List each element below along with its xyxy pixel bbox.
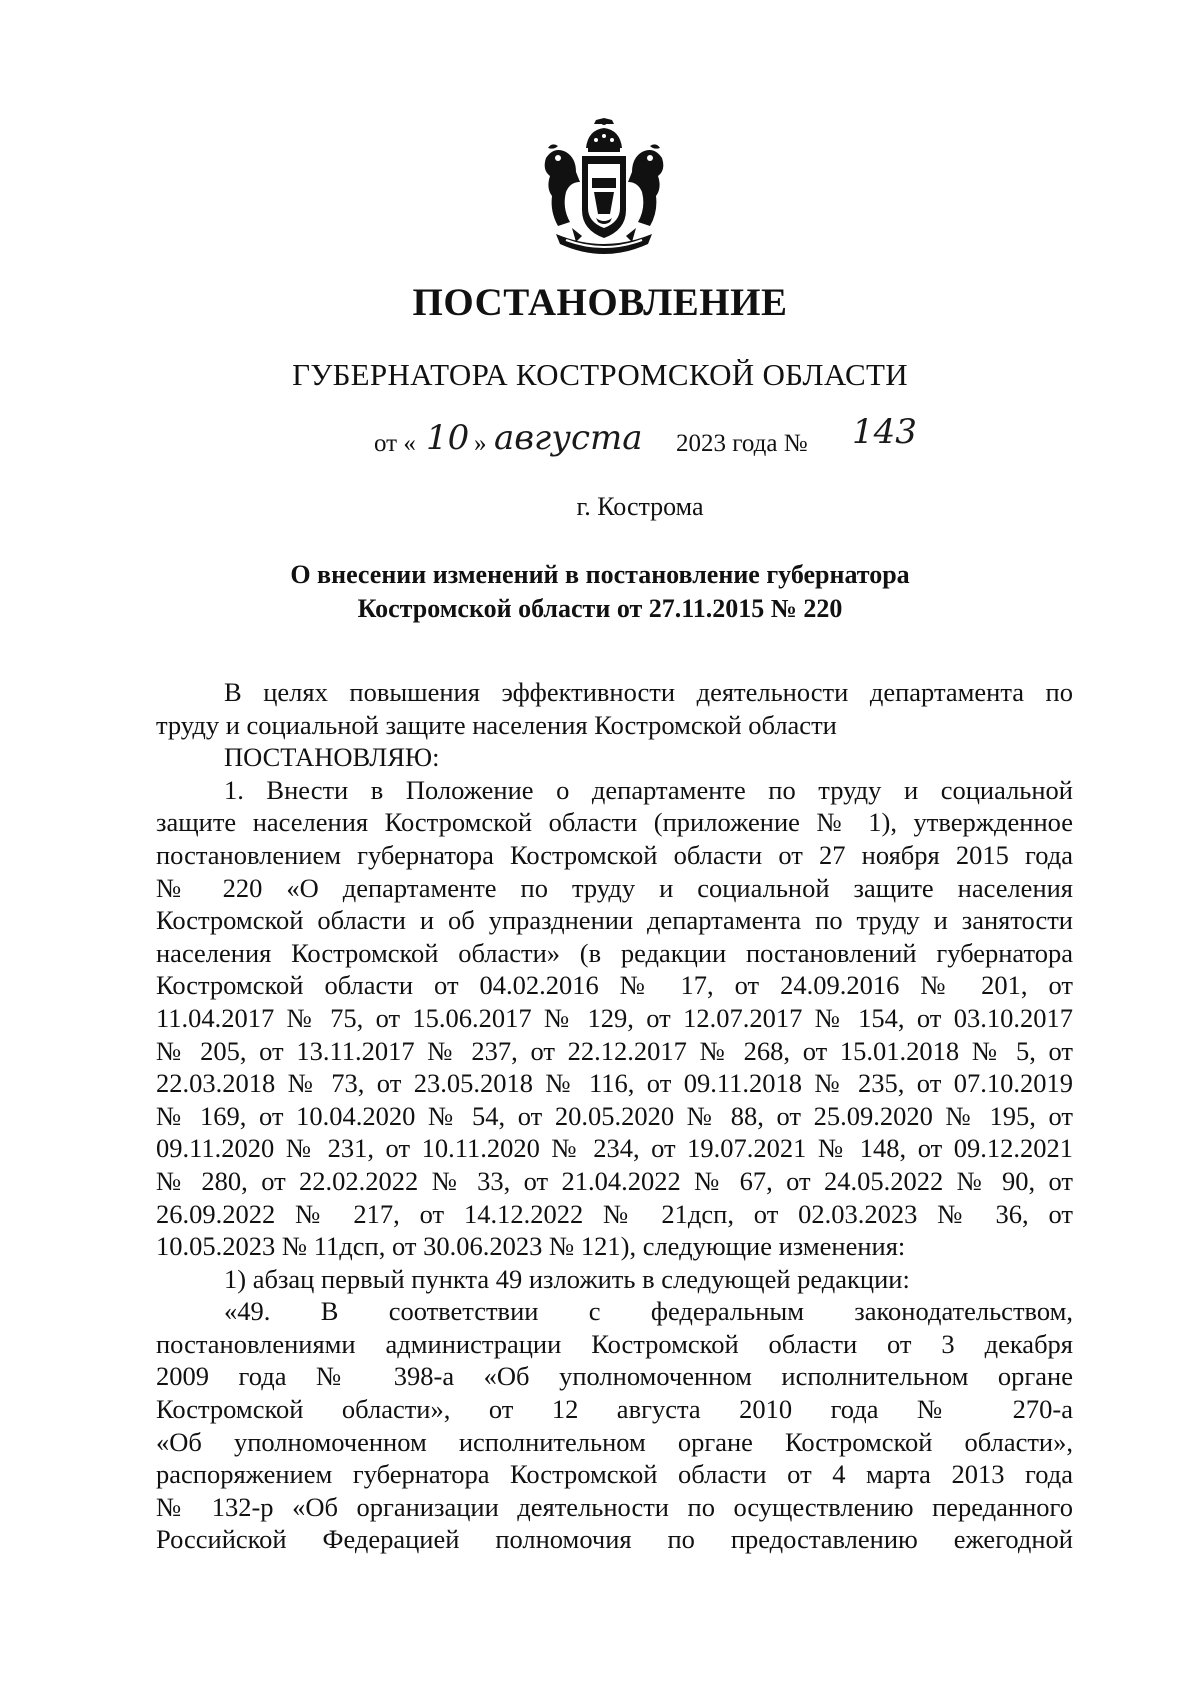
p1-line: населения Костромской области» (в редакции постановлений губернатора <box>156 937 1073 968</box>
decree-word: ПОСТАНОВЛЯЮ: <box>224 742 440 773</box>
issuer-subtitle: ГУБЕРНАТОРА КОСТРОМСКОЙ ОБЛАСТИ <box>292 357 908 392</box>
p1-line: 11.04.2017 № 75, от 15.06.2017 № 129, от 12.07.2017 № 154, от 03.10.2017 <box>156 1002 1073 1033</box>
p1-line: 1. Внести в Положение о департаменте по труду и социальной <box>224 774 1073 805</box>
date-month-handwritten: августа <box>494 418 643 458</box>
p1-line: постановлением губернатора Костромской области от 27 ноября 2015 года <box>156 839 1073 870</box>
p49-line: 2009 года № 398-а «Об уполномоченном исполнительном органе <box>156 1361 1073 1392</box>
p1-line: 22.03.2018 № 73, от 23.05.2018 № 116, от 09.11.2018 № 235, от 07.10.2019 <box>156 1068 1073 1099</box>
coat-of-arms-emblem <box>536 118 672 266</box>
p49-line: № 132-р «Об организации деятельности по осуществлению переданного <box>156 1491 1073 1522</box>
p49-line: Костромской области», от 12 августа 2010 года № 270-а <box>156 1394 1073 1425</box>
date-day-handwritten: 10 <box>426 418 470 458</box>
p1-line: 26.09.2022 № 217, от 14.12.2022 № 21дсп, от 02.03.2023 № 36, от <box>156 1198 1073 1229</box>
p1-line: Костромской области и об упразднении департамента по труду и занятости <box>156 905 1073 936</box>
heading-line-1: О внесении изменений в постановление губернатора <box>290 560 910 589</box>
city-line: г. Кострома <box>576 492 704 521</box>
p49-line: Российской Федерацией полномочия по предоставлению ежегодной <box>156 1524 1073 1555</box>
document-title: ПОСТАНОВЛЕНИЕ <box>412 281 788 324</box>
p1-line: № 220 «О департаменте по труду и социальной защите населения <box>156 872 1073 903</box>
p1-line: 09.11.2020 № 231, от 10.11.2020 № 234, от 19.07.2021 № 148, от 09.12.2021 <box>156 1133 1073 1164</box>
p1-line: № 280, от 22.02.2022 № 33, от 21.04.2022 № 67, от 24.05.2022 № 90, от <box>156 1165 1073 1196</box>
document-heading <box>0 558 1200 626</box>
p1-line: 10.05.2023 № 11дсп, от 30.06.2023 № 121), следующие изменения: <box>156 1231 906 1262</box>
date-quote-close: » <box>474 430 487 457</box>
date-year-text: 2023 года № <box>676 430 808 457</box>
intro-line-2: труду и социальной защите населения Костромской области <box>156 709 837 740</box>
heading-line-2: Костромской области от 27.11.2015 № 220 <box>357 594 843 623</box>
item-1-line: 1) абзац первый пункта 49 изложить в следующей редакции: <box>224 1263 910 1294</box>
date-prefix: от « <box>374 430 416 457</box>
p49-line: «49. В соответствии с федеральным законодательством, <box>224 1296 1073 1327</box>
p49-line: постановлениями администрации Костромской области от 3 декабря <box>156 1328 1073 1359</box>
decree-number-handwritten: 143 <box>852 412 917 452</box>
document-body <box>156 676 1073 1556</box>
p49-line: распоряжением губернатора Костромской области от 4 марта 2013 года <box>156 1459 1073 1490</box>
p1-line: защите населения Костромской области (приложение № 1), утвержденное <box>156 807 1073 838</box>
p1-line: Костромской области от 04.02.2016 № 17, от 24.09.2016 № 201, от <box>156 970 1073 1001</box>
p1-line: № 169, от 10.04.2020 № 54, от 20.05.2020 № 88, от 25.09.2020 № 195, от <box>156 1100 1073 1131</box>
p1-line: № 205, от 13.11.2017 № 237, от 22.12.2017 № 268, от 15.01.2018 № 5, от <box>156 1035 1073 1066</box>
intro-line-1: В целях повышения эффективности деятельности департамента по <box>224 677 1073 707</box>
p49-line: «Об уполномоченном исполнительном органе Костромской области», <box>156 1426 1073 1457</box>
